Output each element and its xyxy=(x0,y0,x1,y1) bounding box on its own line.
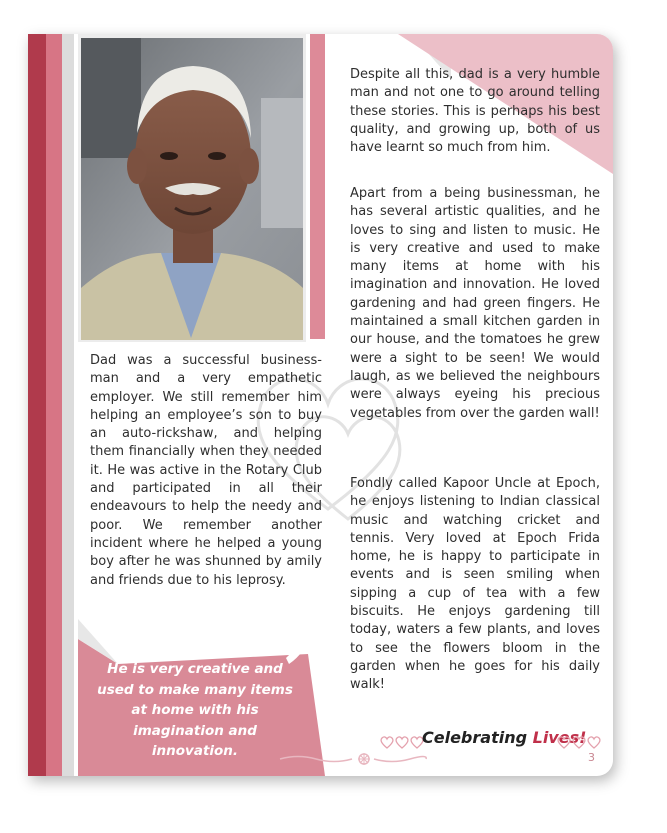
booklet-page xyxy=(28,34,613,776)
left-paragraph: Dad was a successful business-man and a very empathetic employer. We still remember him helping an employee’s son to buy an auto-rickshaw, and helping them financially when they needed it. He was active in the Rotary Club and participated in all their endeavours to help the needy and poor. We remember another incident where he helped a young boy after he was shunned by amily and friends due to his leprosy. xyxy=(90,353,322,588)
quote-mark-icon xyxy=(283,594,345,666)
left-stripe-red xyxy=(28,34,46,776)
right-paragraph-3: Fondly called Kapoor Uncle at Epoch, he enjoys listening to Indian classical music and watching cricket and tennis. Very loved at Epoch Frida home, he is happy to participate in events and is seen smiling when sipping a cup of tea with a few biscuits. He enjoys gardening till today, waters a few plants, and loves to see the flowers bloom in the garden when he goes for his daily walk! xyxy=(350,476,600,693)
right-paragraph-2: Apart from a being businessman, he has several artistic qualities, and he loves to sing and listen to music. He is very creative and used to make many items at home with his imagination and innovation. He loved gardening and had green fingers. He maintained a small kitchen garden in our house, and the tomatoes he grew were a sight to be seen! We would laugh, as we believed the neighbours were always eyeing his precious vegetables from over the garden wall! xyxy=(350,186,600,421)
left-stripe-pink xyxy=(46,34,62,776)
portrait-photo xyxy=(81,38,303,340)
footer-title-accent: Lives! xyxy=(532,728,587,747)
footer-title-main: Celebrating xyxy=(422,728,533,747)
page-number: 3 xyxy=(588,751,595,764)
left-stripe-gray xyxy=(62,34,74,776)
heart-trio-icon xyxy=(379,734,425,750)
vine-ornament-icon xyxy=(278,752,428,766)
pull-quote-text: He is very creative and used to make many items at home with his imagination and innovation. xyxy=(97,661,293,759)
right-paragraph-1: Despite all this, dad is a very humble man and not one to go around telling these stories. This is perhaps his best quality, and growing up, both of us have learnt so much from him. xyxy=(350,67,600,156)
heart-trio-icon xyxy=(556,734,602,750)
photo-side-bar xyxy=(310,34,325,339)
